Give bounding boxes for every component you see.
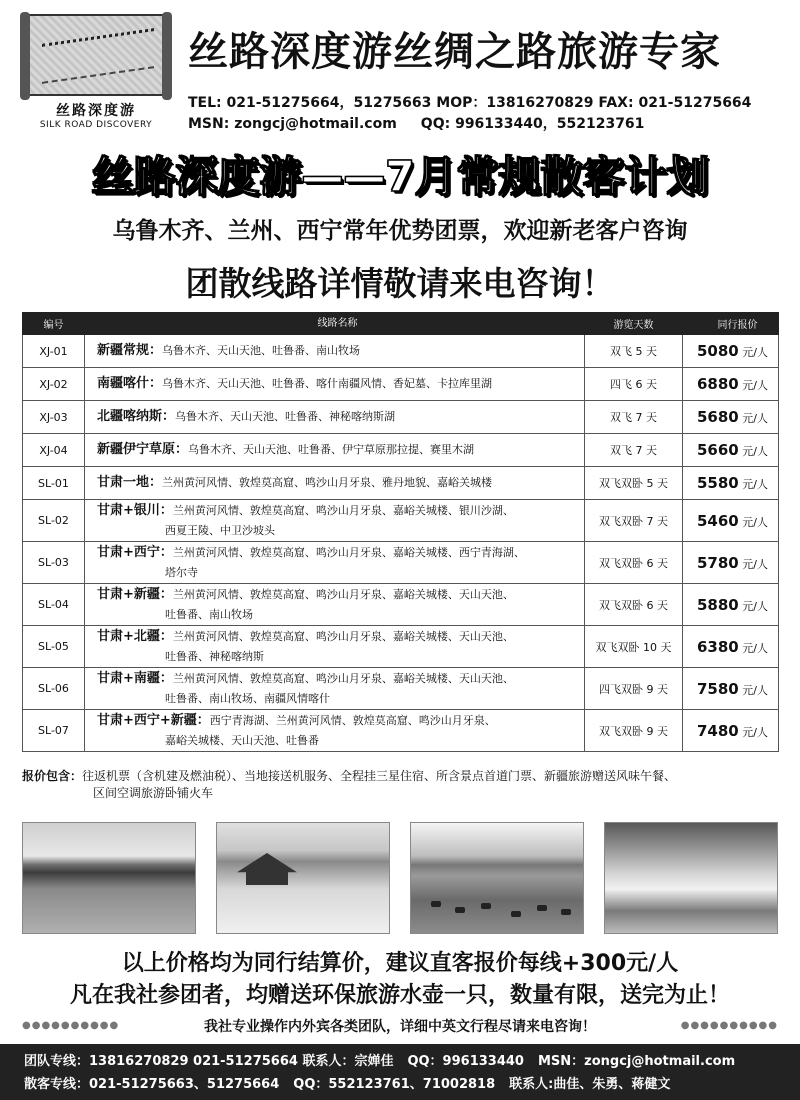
route-price [683, 542, 779, 584]
route-cell [85, 335, 585, 368]
subtitle-inquiry: 团散线路详情敬请来电咨询！ [185, 264, 615, 303]
route-cell [85, 710, 585, 752]
route-name: 北疆喀纳斯： [97, 409, 176, 424]
includes-line2: 区间空调旅游卧铺火车 [93, 786, 214, 800]
route-code: XJ-04 [23, 434, 85, 467]
route-days: 双飞 7 天 [585, 434, 683, 467]
route-price [683, 335, 779, 368]
route-price [683, 434, 779, 467]
route-price [683, 584, 779, 626]
route-price [683, 668, 779, 710]
individual-hotline-phones: 散客专线：021-51275663、51275664 [24, 1077, 280, 1092]
price-value: 5680 [697, 408, 739, 426]
table-row [23, 335, 779, 368]
route-cell [85, 467, 585, 500]
route-code: SL-07 [23, 710, 85, 752]
group-hotline [24, 1050, 800, 1073]
plan-title: 丝路深度游——7月常规散客计划 [91, 152, 709, 201]
price-unit: 元/人 [742, 599, 768, 613]
route-desc-cont: 吐鲁番、神秘喀纳斯 [165, 649, 264, 663]
decorative-dots-left: ●●●●●●●●●● [22, 1020, 120, 1031]
route-desc-cont: 塔尔寺 [165, 565, 198, 579]
table-row [23, 710, 779, 752]
route-name: 甘肃+南疆： [97, 670, 173, 686]
table-row [23, 542, 779, 584]
route-name: 甘肃一地： [97, 475, 163, 490]
route-name: 甘肃+银川： [97, 502, 173, 518]
route-desc: 兰州黄河风情、敦煌莫高窟、鸣沙山月牙泉、雅丹地貌、嘉峪关城楼 [162, 476, 493, 489]
price-unit: 元/人 [742, 725, 768, 739]
price-unit: 元/人 [742, 346, 768, 359]
individual-qq: QQ：552123761、71002818 [293, 1077, 496, 1092]
route-cell [85, 401, 585, 434]
route-name: 甘肃+西宁+新疆： [97, 712, 210, 728]
route-desc-cont: 西夏王陵、中卫沙坡头 [165, 523, 275, 537]
route-code: SL-04 [23, 584, 85, 626]
route-price [683, 626, 779, 668]
contact-phones: TEL: 021-51275664，51275663 MOP：13816270829 FAX: 021-51275664 [188, 95, 752, 111]
price-value: 5080 [697, 342, 739, 360]
route-code: XJ-02 [23, 368, 85, 401]
table-row [23, 434, 779, 467]
route-cell [85, 368, 585, 401]
route-price-table [22, 312, 779, 752]
route-days: 双飞双卧 5 天 [585, 467, 683, 500]
table-row [23, 368, 779, 401]
subtitle-tickets: 乌鲁木齐、兰州、西宁常年优势团票，欢迎新老客户咨询 [112, 218, 688, 244]
header-price: 同行报价 [683, 313, 779, 335]
route-desc: 乌鲁木齐、天山天池、吐鲁番、神秘喀纳斯湖 [175, 410, 396, 423]
price-value: 7480 [697, 721, 739, 740]
price-value: 6380 [697, 637, 739, 656]
footer-contacts [0, 1044, 800, 1100]
service-note: 我社专业操作内外宾各类团队，详细中英文行程尽请来电咨询！ [204, 1019, 596, 1035]
route-price [683, 500, 779, 542]
route-cell [85, 668, 585, 710]
route-code: XJ-01 [23, 335, 85, 368]
decorative-dots-right: ●●●●●●●●●● [680, 1020, 778, 1031]
price-unit: 元/人 [742, 557, 768, 571]
includes-label: 报价包含： [22, 769, 83, 783]
route-desc-cont: 吐鲁番、南山牧场、南疆风情喀什 [165, 691, 330, 705]
settlement-price-note: 以上价格均为同行结算价，建议直客报价每线+300元/人 [121, 951, 679, 976]
route-desc: 兰州黄河风情、敦煌莫高窟、鸣沙山月牙泉、嘉峪关城楼、银川沙湖、 [172, 503, 514, 517]
qq-contact: QQ: 996133440，552123761 [420, 116, 645, 132]
price-unit: 元/人 [742, 478, 768, 491]
route-desc: 兰州黄河风情、敦煌莫高窟、鸣沙山月牙泉、嘉峪关城楼、天山天池、 [172, 629, 514, 643]
table-row [23, 584, 779, 626]
route-cell [85, 584, 585, 626]
route-days: 双飞 7 天 [585, 401, 683, 434]
route-code: SL-01 [23, 467, 85, 500]
route-name: 甘肃+西宁： [97, 544, 173, 560]
individual-hotline [24, 1073, 800, 1096]
route-cell [85, 434, 585, 467]
table-row [23, 626, 779, 668]
route-cell [85, 542, 585, 584]
route-price [683, 401, 779, 434]
price-unit: 元/人 [742, 445, 768, 458]
route-code: SL-02 [23, 500, 85, 542]
price-value: 5660 [697, 441, 739, 459]
route-cell [85, 626, 585, 668]
table-row [23, 467, 779, 500]
desert-pavilion-photo [216, 822, 390, 934]
route-desc-cont: 吐鲁番、南山牧场 [165, 607, 253, 621]
individual-contacts: 联系人:曲佳、朱勇、蒋健文 [509, 1077, 671, 1092]
group-msn: MSN：zongcj@hotmail.com [537, 1054, 736, 1069]
route-price [683, 467, 779, 500]
price-unit: 元/人 [742, 412, 768, 425]
group-qq: QQ：996133440 [407, 1054, 524, 1069]
route-desc: 兰州黄河风情、敦煌莫高窟、鸣沙山月牙泉、嘉峪关城楼、天山天池、 [172, 671, 514, 685]
route-code: SL-05 [23, 626, 85, 668]
route-days: 双飞 5 天 [585, 335, 683, 368]
price-value: 5460 [697, 511, 739, 530]
route-days: 双飞双卧 9 天 [585, 710, 683, 752]
route-desc: 西宁青海湖、兰州黄河风情、敦煌莫高窟、鸣沙山月牙泉、 [209, 713, 496, 727]
route-code: XJ-03 [23, 401, 85, 434]
price-value: 6880 [697, 375, 739, 393]
route-name: 甘肃+新疆： [97, 586, 173, 602]
route-desc: 乌鲁木齐、天山天池、吐鲁番、南山牧场 [162, 344, 361, 357]
gift-note: 凡在我社参团者，均赠送环保旅游水壶一只，数量有限，送完为止！ [69, 983, 730, 1008]
price-includes [22, 768, 782, 802]
silk-road-map-icon [26, 14, 166, 96]
route-days: 双飞双卧 6 天 [585, 542, 683, 584]
price-unit: 元/人 [742, 641, 768, 655]
route-days: 四飞 6 天 [585, 368, 683, 401]
route-desc: 乌鲁木齐、天山天池、吐鲁番、喀什南疆风情、香妃墓、卡拉库里湖 [162, 377, 493, 390]
price-unit: 元/人 [742, 515, 768, 529]
route-name: 新疆常规： [97, 343, 163, 358]
route-name: 南疆喀什： [97, 376, 163, 391]
forest-lake-photo [604, 822, 778, 934]
price-unit: 元/人 [742, 379, 768, 392]
header-code: 编号 [23, 313, 85, 335]
route-code: SL-06 [23, 668, 85, 710]
route-desc-cont: 嘉峪关城楼、天山天池、吐鲁番 [165, 733, 319, 747]
route-desc: 乌鲁木齐、天山天池、吐鲁番、伊宁草原那拉提、赛里木湖 [188, 443, 475, 456]
logo-chinese-name: 丝路深度游 [56, 103, 136, 119]
route-days: 双飞双卧 6 天 [585, 584, 683, 626]
route-cell [85, 500, 585, 542]
route-days: 四飞双卧 9 天 [585, 668, 683, 710]
route-price [683, 710, 779, 752]
price-value: 7580 [697, 679, 739, 698]
price-value: 5880 [697, 595, 739, 614]
route-name: 新疆伊宁草原： [97, 442, 189, 457]
table-row [23, 500, 779, 542]
table-row [23, 668, 779, 710]
route-days: 双飞双卧 7 天 [585, 500, 683, 542]
msn-contact: MSN: zongcj@hotmail.com [188, 116, 397, 132]
logo-english-name: SILK ROAD DISCOVERY [39, 120, 153, 130]
table-row [23, 401, 779, 434]
group-hotline-phones: 团队专线：13816270829 021-51275664 联系人：宗婵佳 [24, 1054, 394, 1069]
price-unit: 元/人 [742, 683, 768, 697]
route-price [683, 368, 779, 401]
table-header-row [23, 313, 779, 335]
route-code: SL-03 [23, 542, 85, 584]
page-title: 丝路深度游丝绸之路旅游专家 [188, 29, 721, 75]
price-value: 5780 [697, 553, 739, 572]
includes-line1: 往返机票（含机建及燃油税）、当地接送机服务、全程挂三星住宿、所含景点首道门票、新疆旅游赠送风味午餐、 [82, 769, 677, 783]
contact-online [188, 113, 644, 133]
header-days: 游览天数 [585, 313, 683, 335]
route-name: 甘肃+北疆： [97, 628, 173, 644]
price-value: 5580 [697, 474, 739, 492]
lake-photo [22, 822, 196, 934]
header-route: 线路名称 [85, 313, 585, 335]
company-logo [22, 14, 170, 132]
route-desc: 兰州黄河风情、敦煌莫高窟、鸣沙山月牙泉、嘉峪关城楼、天山天池、 [172, 587, 514, 601]
grassland-cattle-photo [410, 822, 584, 934]
route-days: 双飞双卧 10 天 [585, 626, 683, 668]
route-desc: 兰州黄河风情、敦煌莫高窟、鸣沙山月牙泉、嘉峪关城楼、西宁青海湖、 [172, 545, 525, 559]
